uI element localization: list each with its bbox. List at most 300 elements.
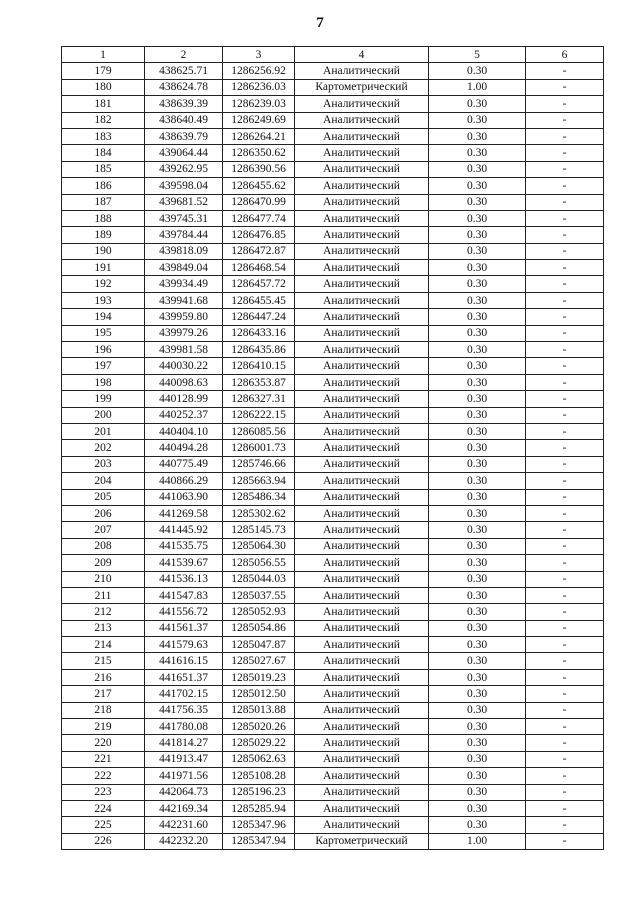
x-coordinate-cell: 441780.08: [145, 719, 223, 735]
method-cell: Аналитический: [295, 800, 429, 816]
point-number-cell: 203: [62, 456, 145, 472]
y-coordinate-cell: 1285029.22: [223, 735, 295, 751]
table-row: [62, 423, 604, 439]
table-row: [62, 784, 604, 800]
x-coordinate-cell: 438625.71: [145, 63, 223, 79]
x-coordinate-cell: 439681.52: [145, 194, 223, 210]
method-cell: Аналитический: [295, 538, 429, 554]
method-cell: Аналитический: [295, 260, 429, 276]
x-coordinate-cell: 442232.20: [145, 833, 223, 849]
table-row: [62, 620, 604, 636]
accuracy-cell: 0.30: [429, 194, 526, 210]
accuracy-cell: 0.30: [429, 440, 526, 456]
point-number-cell: 215: [62, 653, 145, 669]
table-row: [62, 96, 604, 112]
note-cell: -: [526, 440, 604, 456]
accuracy-cell: 0.30: [429, 128, 526, 144]
x-coordinate-cell: 441445.92: [145, 522, 223, 538]
method-cell: Аналитический: [295, 522, 429, 538]
x-coordinate-cell: 439745.31: [145, 210, 223, 226]
x-coordinate-cell: 439849.04: [145, 260, 223, 276]
x-coordinate-cell: 440404.10: [145, 423, 223, 439]
point-number-cell: 190: [62, 243, 145, 259]
method-cell: Аналитический: [295, 702, 429, 718]
x-coordinate-cell: 439784.44: [145, 227, 223, 243]
method-cell: Аналитический: [295, 669, 429, 685]
note-cell: -: [526, 96, 604, 112]
table-row: [62, 817, 604, 833]
y-coordinate-cell: 1285302.62: [223, 505, 295, 521]
table-row: [62, 194, 604, 210]
accuracy-cell: 0.30: [429, 112, 526, 128]
accuracy-cell: 0.30: [429, 620, 526, 636]
y-coordinate-cell: 1285019.23: [223, 669, 295, 685]
note-cell: -: [526, 702, 604, 718]
table-row: [62, 653, 604, 669]
table-row: [62, 522, 604, 538]
note-cell: -: [526, 374, 604, 390]
method-cell: Аналитический: [295, 784, 429, 800]
method-cell: Аналитический: [295, 653, 429, 669]
column-header: 6: [526, 47, 604, 63]
method-cell: Аналитический: [295, 768, 429, 784]
note-cell: -: [526, 79, 604, 95]
table-row: [62, 128, 604, 144]
accuracy-cell: 0.30: [429, 505, 526, 521]
table-row: [62, 505, 604, 521]
method-cell: Аналитический: [295, 555, 429, 571]
note-cell: -: [526, 637, 604, 653]
point-number-cell: 186: [62, 178, 145, 194]
method-cell: Аналитический: [295, 719, 429, 735]
method-cell: Аналитический: [295, 637, 429, 653]
method-cell: Аналитический: [295, 686, 429, 702]
note-cell: -: [526, 391, 604, 407]
point-number-cell: 192: [62, 276, 145, 292]
note-cell: -: [526, 735, 604, 751]
table-row: [62, 604, 604, 620]
accuracy-cell: 0.30: [429, 456, 526, 472]
y-coordinate-cell: 1285663.94: [223, 473, 295, 489]
note-cell: -: [526, 522, 604, 538]
point-number-cell: 217: [62, 686, 145, 702]
x-coordinate-cell: 441971.56: [145, 768, 223, 784]
x-coordinate-cell: 439598.04: [145, 178, 223, 194]
accuracy-cell: 0.30: [429, 473, 526, 489]
y-coordinate-cell: 1285056.55: [223, 555, 295, 571]
note-cell: -: [526, 489, 604, 505]
table-row: [62, 260, 604, 276]
accuracy-cell: 0.30: [429, 342, 526, 358]
method-cell: Аналитический: [295, 374, 429, 390]
table-row: [62, 145, 604, 161]
table-row: [62, 292, 604, 308]
note-cell: -: [526, 604, 604, 620]
table-row: [62, 833, 604, 849]
note-cell: -: [526, 358, 604, 374]
x-coordinate-cell: 441547.83: [145, 587, 223, 603]
y-coordinate-cell: 1285347.96: [223, 817, 295, 833]
point-number-cell: 219: [62, 719, 145, 735]
x-coordinate-cell: 440098.63: [145, 374, 223, 390]
note-cell: -: [526, 210, 604, 226]
note-cell: -: [526, 686, 604, 702]
y-coordinate-cell: 1285196.23: [223, 784, 295, 800]
y-coordinate-cell: 1285013.88: [223, 702, 295, 718]
point-number-cell: 200: [62, 407, 145, 423]
x-coordinate-cell: 439934.49: [145, 276, 223, 292]
table-row: [62, 587, 604, 603]
x-coordinate-cell: 439262.95: [145, 161, 223, 177]
note-cell: -: [526, 719, 604, 735]
method-cell: Аналитический: [295, 161, 429, 177]
y-coordinate-cell: 1286353.87: [223, 374, 295, 390]
x-coordinate-cell: 441756.35: [145, 702, 223, 718]
point-number-cell: 184: [62, 145, 145, 161]
point-number-cell: 204: [62, 473, 145, 489]
note-cell: -: [526, 817, 604, 833]
note-cell: -: [526, 800, 604, 816]
x-coordinate-cell: 439064.44: [145, 145, 223, 161]
y-coordinate-cell: 1285108.28: [223, 768, 295, 784]
y-coordinate-cell: 1286457.72: [223, 276, 295, 292]
y-coordinate-cell: 1286236.03: [223, 79, 295, 95]
accuracy-cell: 0.30: [429, 292, 526, 308]
point-number-cell: 199: [62, 391, 145, 407]
y-coordinate-cell: 1285486.34: [223, 489, 295, 505]
point-number-cell: 197: [62, 358, 145, 374]
y-coordinate-cell: 1286239.03: [223, 96, 295, 112]
accuracy-cell: 0.30: [429, 637, 526, 653]
page-number: 7: [316, 15, 324, 31]
table-row: [62, 473, 604, 489]
accuracy-cell: 0.30: [429, 161, 526, 177]
point-number-cell: 179: [62, 63, 145, 79]
table-row: [62, 63, 604, 79]
table-row: [62, 161, 604, 177]
table-row: [62, 702, 604, 718]
y-coordinate-cell: 1285044.03: [223, 571, 295, 587]
note-cell: -: [526, 342, 604, 358]
point-number-cell: 181: [62, 96, 145, 112]
table-body: [62, 63, 604, 850]
method-cell: Аналитический: [295, 292, 429, 308]
note-cell: -: [526, 63, 604, 79]
y-coordinate-cell: 1285037.55: [223, 587, 295, 603]
note-cell: -: [526, 145, 604, 161]
column-header: 5: [429, 47, 526, 63]
method-cell: Аналитический: [295, 112, 429, 128]
y-coordinate-cell: 1285746.66: [223, 456, 295, 472]
method-cell: Картометрический: [295, 833, 429, 849]
note-cell: -: [526, 587, 604, 603]
point-number-cell: 182: [62, 112, 145, 128]
point-number-cell: 224: [62, 800, 145, 816]
y-coordinate-cell: 1285054.86: [223, 620, 295, 636]
method-cell: Аналитический: [295, 391, 429, 407]
y-coordinate-cell: 1285047.87: [223, 637, 295, 653]
table-row: [62, 637, 604, 653]
x-coordinate-cell: 441561.37: [145, 620, 223, 636]
point-number-cell: 193: [62, 292, 145, 308]
table-header: [62, 47, 604, 63]
method-cell: Аналитический: [295, 489, 429, 505]
x-coordinate-cell: 441535.75: [145, 538, 223, 554]
x-coordinate-cell: 440866.29: [145, 473, 223, 489]
accuracy-cell: 1.00: [429, 79, 526, 95]
note-cell: -: [526, 751, 604, 767]
method-cell: Аналитический: [295, 423, 429, 439]
accuracy-cell: 0.30: [429, 735, 526, 751]
accuracy-cell: 0.30: [429, 604, 526, 620]
table-row: [62, 489, 604, 505]
accuracy-cell: 0.30: [429, 276, 526, 292]
point-number-cell: 220: [62, 735, 145, 751]
table-row: [62, 669, 604, 685]
point-number-cell: 188: [62, 210, 145, 226]
accuracy-cell: 0.30: [429, 407, 526, 423]
accuracy-cell: 0.30: [429, 587, 526, 603]
point-number-cell: 223: [62, 784, 145, 800]
accuracy-cell: 0.30: [429, 784, 526, 800]
table-row: [62, 276, 604, 292]
method-cell: Аналитический: [295, 440, 429, 456]
accuracy-cell: 0.30: [429, 538, 526, 554]
point-number-cell: 218: [62, 702, 145, 718]
note-cell: -: [526, 768, 604, 784]
accuracy-cell: 0.30: [429, 653, 526, 669]
x-coordinate-cell: 442169.34: [145, 800, 223, 816]
header-row: [62, 47, 604, 63]
method-cell: Аналитический: [295, 227, 429, 243]
x-coordinate-cell: 441913.47: [145, 751, 223, 767]
y-coordinate-cell: 1286410.15: [223, 358, 295, 374]
table-row: [62, 768, 604, 784]
y-coordinate-cell: 1286001.73: [223, 440, 295, 456]
note-cell: -: [526, 194, 604, 210]
x-coordinate-cell: 441616.15: [145, 653, 223, 669]
accuracy-cell: 0.30: [429, 571, 526, 587]
accuracy-cell: 0.30: [429, 669, 526, 685]
table-row: [62, 571, 604, 587]
point-number-cell: 194: [62, 309, 145, 325]
point-number-cell: 221: [62, 751, 145, 767]
table-row: [62, 391, 604, 407]
accuracy-cell: 0.30: [429, 358, 526, 374]
y-coordinate-cell: 1286256.92: [223, 63, 295, 79]
method-cell: Аналитический: [295, 145, 429, 161]
method-cell: Аналитический: [295, 407, 429, 423]
point-number-cell: 191: [62, 260, 145, 276]
note-cell: -: [526, 505, 604, 521]
accuracy-cell: 0.30: [429, 768, 526, 784]
point-number-cell: 210: [62, 571, 145, 587]
accuracy-cell: 0.30: [429, 309, 526, 325]
point-number-cell: 180: [62, 79, 145, 95]
x-coordinate-cell: 439979.26: [145, 325, 223, 341]
table-row: [62, 342, 604, 358]
accuracy-cell: 0.30: [429, 178, 526, 194]
accuracy-cell: 0.30: [429, 145, 526, 161]
y-coordinate-cell: 1286455.45: [223, 292, 295, 308]
accuracy-cell: 1.00: [429, 833, 526, 849]
table-row: [62, 407, 604, 423]
point-number-cell: 205: [62, 489, 145, 505]
point-number-cell: 201: [62, 423, 145, 439]
note-cell: -: [526, 653, 604, 669]
table-row: [62, 227, 604, 243]
x-coordinate-cell: 441063.90: [145, 489, 223, 505]
accuracy-cell: 0.30: [429, 374, 526, 390]
accuracy-cell: 0.30: [429, 719, 526, 735]
y-coordinate-cell: 1286470.99: [223, 194, 295, 210]
table-row: [62, 555, 604, 571]
method-cell: Аналитический: [295, 243, 429, 259]
column-header: 3: [223, 47, 295, 63]
note-cell: -: [526, 571, 604, 587]
point-number-cell: 216: [62, 669, 145, 685]
point-number-cell: 207: [62, 522, 145, 538]
method-cell: Аналитический: [295, 194, 429, 210]
method-cell: Аналитический: [295, 309, 429, 325]
method-cell: Аналитический: [295, 96, 429, 112]
method-cell: Аналитический: [295, 505, 429, 521]
method-cell: Аналитический: [295, 210, 429, 226]
table-row: [62, 686, 604, 702]
note-cell: -: [526, 227, 604, 243]
y-coordinate-cell: 1286327.31: [223, 391, 295, 407]
y-coordinate-cell: 1286085.56: [223, 423, 295, 439]
x-coordinate-cell: 442064.73: [145, 784, 223, 800]
point-number-cell: 208: [62, 538, 145, 554]
method-cell: Аналитический: [295, 620, 429, 636]
y-coordinate-cell: 1286476.85: [223, 227, 295, 243]
point-number-cell: 187: [62, 194, 145, 210]
method-cell: Аналитический: [295, 473, 429, 489]
x-coordinate-cell: 438624.78: [145, 79, 223, 95]
table-row: [62, 79, 604, 95]
column-header: 2: [145, 47, 223, 63]
table-row: [62, 112, 604, 128]
accuracy-cell: 0.30: [429, 227, 526, 243]
x-coordinate-cell: 439941.68: [145, 292, 223, 308]
point-number-cell: 206: [62, 505, 145, 521]
x-coordinate-cell: 441536.13: [145, 571, 223, 587]
accuracy-cell: 0.30: [429, 325, 526, 341]
method-cell: Аналитический: [295, 456, 429, 472]
table-row: [62, 374, 604, 390]
y-coordinate-cell: 1285020.26: [223, 719, 295, 735]
method-cell: Аналитический: [295, 178, 429, 194]
y-coordinate-cell: 1286390.56: [223, 161, 295, 177]
point-number-cell: 212: [62, 604, 145, 620]
note-cell: -: [526, 620, 604, 636]
x-coordinate-cell: 439818.09: [145, 243, 223, 259]
point-number-cell: 195: [62, 325, 145, 341]
x-coordinate-cell: 440128.99: [145, 391, 223, 407]
point-number-cell: 211: [62, 587, 145, 603]
y-coordinate-cell: 1286477.74: [223, 210, 295, 226]
accuracy-cell: 0.30: [429, 800, 526, 816]
x-coordinate-cell: 440252.37: [145, 407, 223, 423]
table-row: [62, 456, 604, 472]
method-cell: Аналитический: [295, 342, 429, 358]
point-number-cell: 214: [62, 637, 145, 653]
method-cell: Аналитический: [295, 735, 429, 751]
table-row: [62, 243, 604, 259]
point-number-cell: 183: [62, 128, 145, 144]
x-coordinate-cell: 441702.15: [145, 686, 223, 702]
method-cell: Аналитический: [295, 128, 429, 144]
y-coordinate-cell: 1286468.54: [223, 260, 295, 276]
coordinates-table: [61, 46, 604, 850]
method-cell: Аналитический: [295, 571, 429, 587]
note-cell: -: [526, 555, 604, 571]
note-cell: -: [526, 243, 604, 259]
y-coordinate-cell: 1286350.62: [223, 145, 295, 161]
point-number-cell: 202: [62, 440, 145, 456]
y-coordinate-cell: 1286264.21: [223, 128, 295, 144]
method-cell: Аналитический: [295, 587, 429, 603]
x-coordinate-cell: 442231.60: [145, 817, 223, 833]
note-cell: -: [526, 178, 604, 194]
method-cell: Аналитический: [295, 817, 429, 833]
x-coordinate-cell: 441556.72: [145, 604, 223, 620]
accuracy-cell: 0.30: [429, 751, 526, 767]
x-coordinate-cell: 439959.80: [145, 309, 223, 325]
point-number-cell: 198: [62, 374, 145, 390]
accuracy-cell: 0.30: [429, 391, 526, 407]
accuracy-cell: 0.30: [429, 63, 526, 79]
accuracy-cell: 0.30: [429, 243, 526, 259]
method-cell: Аналитический: [295, 751, 429, 767]
x-coordinate-cell: 441814.27: [145, 735, 223, 751]
note-cell: -: [526, 325, 604, 341]
table-row: [62, 538, 604, 554]
x-coordinate-cell: 440030.22: [145, 358, 223, 374]
y-coordinate-cell: 1286433.16: [223, 325, 295, 341]
accuracy-cell: 0.30: [429, 522, 526, 538]
table-row: [62, 751, 604, 767]
x-coordinate-cell: 441269.58: [145, 505, 223, 521]
accuracy-cell: 0.30: [429, 210, 526, 226]
note-cell: -: [526, 112, 604, 128]
accuracy-cell: 0.30: [429, 260, 526, 276]
y-coordinate-cell: 1286472.87: [223, 243, 295, 259]
column-header: 1: [62, 47, 145, 63]
y-coordinate-cell: 1285145.73: [223, 522, 295, 538]
point-number-cell: 222: [62, 768, 145, 784]
point-number-cell: 196: [62, 342, 145, 358]
column-header: 4: [295, 47, 429, 63]
y-coordinate-cell: 1285285.94: [223, 800, 295, 816]
note-cell: -: [526, 292, 604, 308]
note-cell: -: [526, 473, 604, 489]
point-number-cell: 213: [62, 620, 145, 636]
accuracy-cell: 0.30: [429, 817, 526, 833]
y-coordinate-cell: 1285064.30: [223, 538, 295, 554]
y-coordinate-cell: 1285027.67: [223, 653, 295, 669]
accuracy-cell: 0.30: [429, 96, 526, 112]
method-cell: Аналитический: [295, 63, 429, 79]
note-cell: -: [526, 784, 604, 800]
y-coordinate-cell: 1285347.94: [223, 833, 295, 849]
table-row: [62, 309, 604, 325]
accuracy-cell: 0.30: [429, 686, 526, 702]
table-row: [62, 719, 604, 735]
note-cell: -: [526, 456, 604, 472]
table-row: [62, 440, 604, 456]
